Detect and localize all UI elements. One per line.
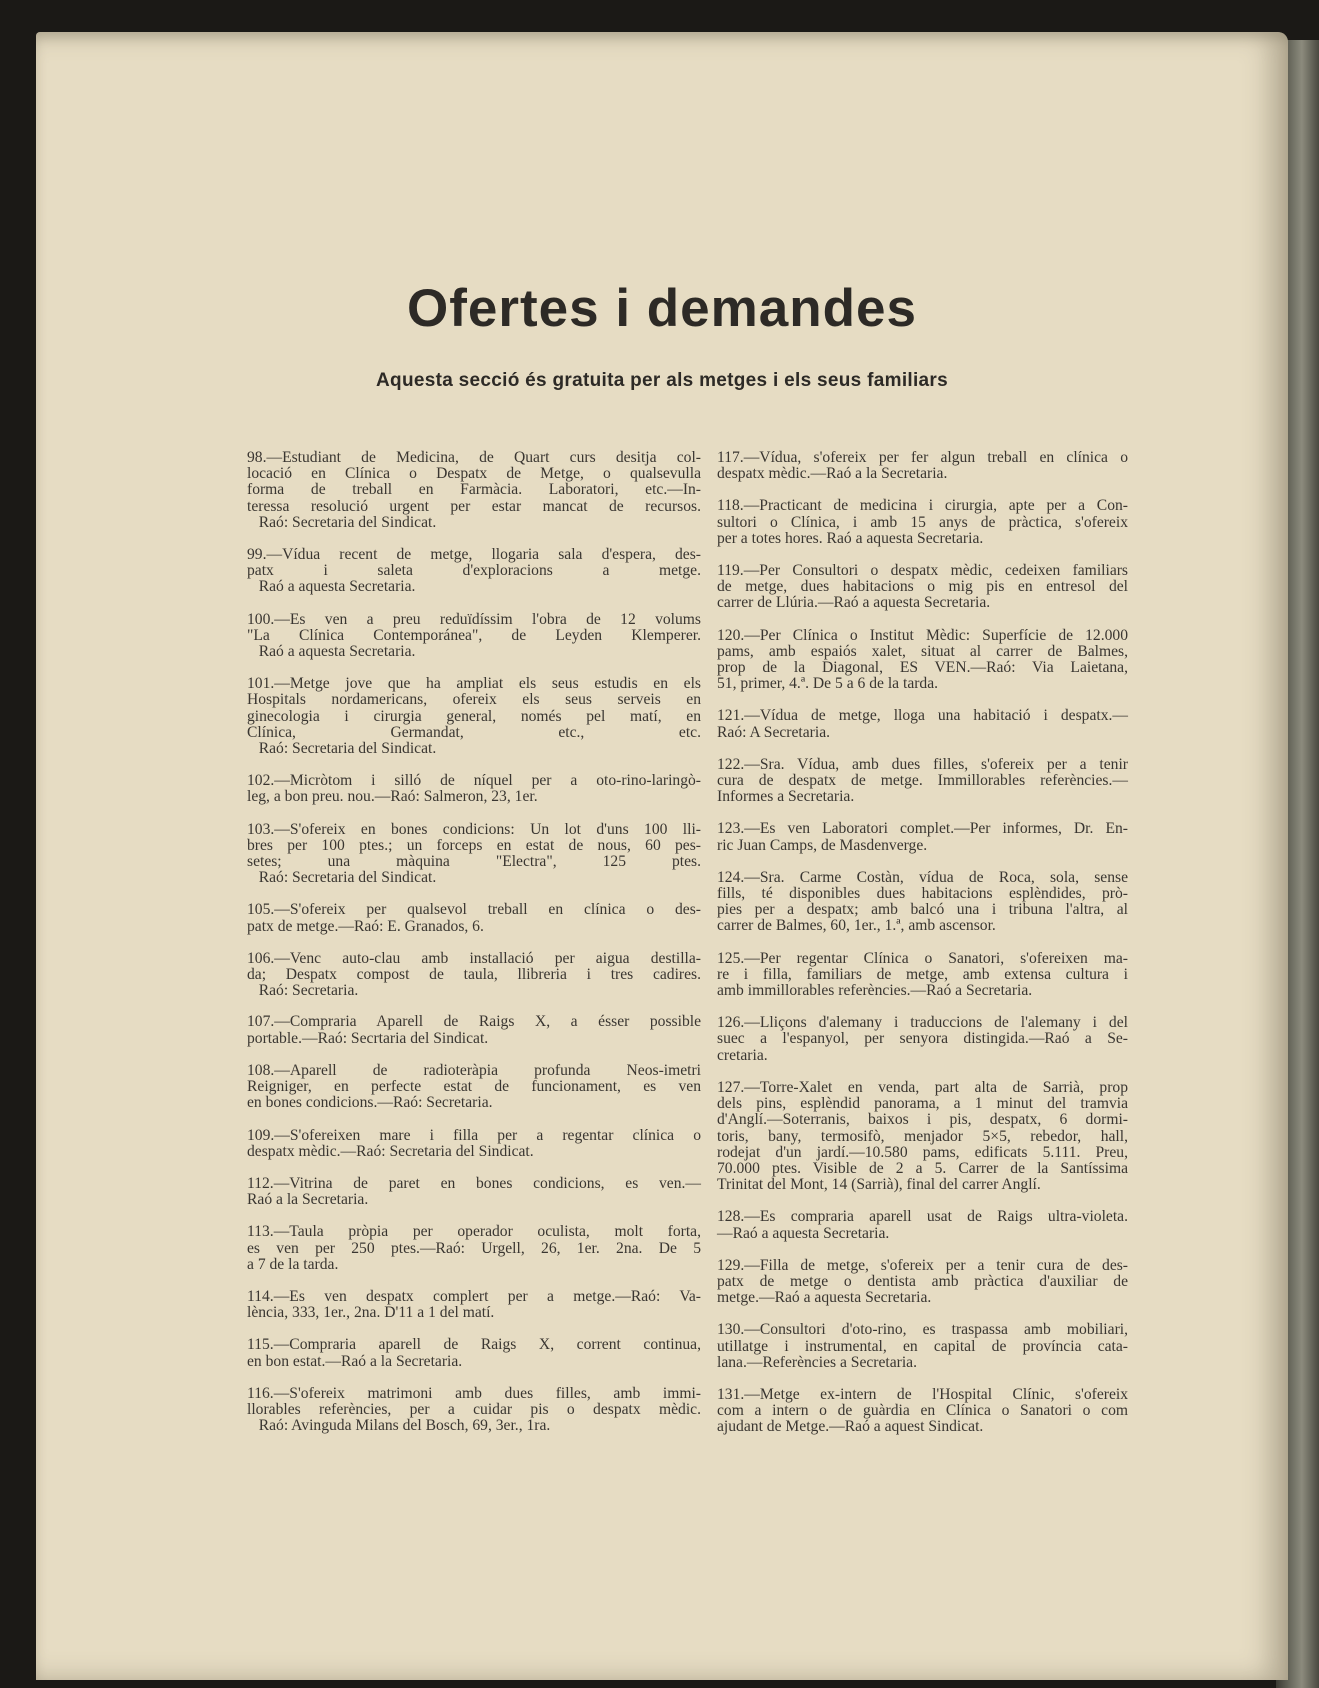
magazine-page bbox=[36, 32, 1288, 1680]
classified-entry: 127.—Torre-Xalet en venda, part alta de Sarrià, prop dels pins, esplèndid panorama, a 1 minut del tramvia d'Anglí.—Soterranis, baixos i pis, despatx, 6 dormi- toris, bany, termosifò, menjador 5×5, rebedor, hall, rodejat d'un jardí.—10.580 pams, edificats 5.111. Preu, 70.000 ptes. Visible de 2 a 5. Carrer de la Santíssima Trinitat del Mont, 14 (Sarrià), final del carrer Anglí. bbox=[717, 1078, 1128, 1194]
classified-entry: 113.—Taula pròpia per operador oculista, molt forta, es ven per 250 ptes.—Raó: Urgell, 26, 1er. 2na. De 5 a 7 de la tarda. bbox=[247, 1223, 701, 1273]
classified-entry: 98.—Estudiant de Medicina, de Quart curs desitja col- locació en Clínica o Despatx de Metge, o qualsevulla forma de treball en Farmàcia. Laboratori, etc.—In- teressa resolució urgent per estar mancat de recursos. Raó: Secretaria del Sindicat. bbox=[247, 449, 701, 531]
classified-entry: 112.—Vitrina de paret en bones condicions, es ven.— Raó a la Secretaria. bbox=[247, 1174, 701, 1209]
left-column bbox=[247, 450, 701, 1434]
classified-entry: 116.—S'ofereix matrimoni amb dues filles, amb immi- llorables referències, per a cuidar pis o despatx mèdic. Raó: Avinguda Milans del Bosch, 69, 3er., 1ra. bbox=[247, 1384, 701, 1435]
classified-entry: 99.—Vídua recent de metge, llogaria sala d'espera, des- patx i saleta d'exploracions a metge. Raó a aquesta Secretaria. bbox=[247, 546, 701, 596]
page-title: Ofertes i demandes bbox=[407, 279, 917, 338]
classified-entry: 119.—Per Consultori o despatx mèdic, cedeixen familiars de metge, dues habitacions o mig pis en entresol del carrer de Llúria.—Raó a aquesta Secretaria. bbox=[717, 562, 1128, 612]
classified-entry: 125.—Per regentar Clínica o Sanatori, s'ofereixen ma- re i filla, familiars de metge, amb extensa cultura i amb immillorables referències.—Raó a Secretaria. bbox=[717, 949, 1128, 1000]
classified-entry: 122.—Sra. Vídua, amb dues filles, s'ofereix per a tenir cura de despatx de metge. Immillorables referències.— Informes a Secretaria. bbox=[717, 755, 1128, 806]
classified-entry: 106.—Venc auto-clau amb installació per aigua destilla- da; Despatx compost de taula, llibreria i tres cadires. Raó: Secretaria. bbox=[247, 949, 701, 1000]
classified-entry: 101.—Metge jove que ha ampliat els seus estudis en els Hospitals nordamericans, ofereix els seus serveis en ginecologia i cirurgia general, només pel matí, en Clínica, Germandat, etc., etc. Raó: Secretaria del Sindicat. bbox=[247, 675, 701, 758]
classified-entry: 115.—Compraria aparell de Raigs X, corrent continua, en bon estat.—Raó a la Secretaria. bbox=[247, 1336, 701, 1370]
classified-entry: 131.—Metge ex-intern de l'Hospital Clínic, s'ofereix com a intern o de guàrdia en Clínica o Sanatori o com ajudant de Metge.—Raó a aquest Sindicat. bbox=[717, 1385, 1128, 1436]
classified-entry: 126.—Lliçons d'alemany i traduccions de l'alemany i del suec a l'espanyol, per senyora distingida.—Raó a Se- cretaria. bbox=[717, 1014, 1128, 1064]
classified-entry: 107.—Compraria Aparell de Raigs X, a ésser possible portable.—Raó: Secrtaria del Sindicat. bbox=[247, 1013, 701, 1047]
classified-entry: 129.—Filla de metge, s'ofereix per a tenir cura de des- patx de metge o dentista amb pràctica d'auxiliar de metge.—Raó a aquesta Secretaria. bbox=[717, 1256, 1128, 1307]
classified-entry: 114.—Es ven despatx complert per a metge.—Raó: Va- lència, 333, 1er., 2na. D'11 a 1 del matí. bbox=[247, 1287, 701, 1322]
classified-entry: 105.—S'ofereix per qualsevol treball en clínica o des- patx de metge.—Raó: E. Granados, 6. bbox=[247, 901, 701, 935]
section-subtitle: Aquesta secció és gratuita per als metges i els seus familiars bbox=[376, 370, 948, 391]
classified-entry: 117.—Vídua, s'ofereix per fer algun treball en clínica o despatx mèdic.—Raó a la Secretaria. bbox=[717, 449, 1128, 483]
classified-entry: 109.—S'ofereixen mare i filla per a regentar clínica o despatx mèdic.—Raó: Secretaria del Sindicat. bbox=[247, 1126, 701, 1160]
classified-entry: 103.—S'ofereix en bones condicions: Un lot d'uns 100 lli- bres per 100 ptes.; un forceps en estat de nous, 60 pes- setes; una màquina "Electra", 125 ptes. Raó: Secretaria del Sindicat. bbox=[247, 820, 701, 887]
classified-entry: 124.—Sra. Carme Costàn, vídua de Roca, sola, sense fills, té disponibles dues habitacions esplèndides, prò- pies per a despatx; amb balcó una i tribuna l'altra, al carrer de Balmes, 60, 1er., 1.ª, amb ascensor. bbox=[717, 868, 1128, 935]
classified-entry: 108.—Aparell de radioteràpia profunda Neos-imetri Reigniger, en perfecte estat de funcionament, es ven en bones condicions.—Raó: Secretaria. bbox=[247, 1061, 701, 1112]
classified-entry: 118.—Practicant de medicina i cirurgia, apte per a Con- sultori o Clínica, i amb 15 anys de pràctica, s'ofereix per a totes hores. Raó a aquesta Secretaria. bbox=[717, 497, 1128, 547]
classified-entry: 128.—Es compraria aparell usat de Raigs ultra-violeta. —Raó a aquesta Secretaria. bbox=[717, 1208, 1128, 1242]
right-column bbox=[717, 450, 1128, 1436]
classified-entry: 123.—Es ven Laboratori complet.—Per informes, Dr. En- ric Juan Camps, de Masdenverge. bbox=[717, 820, 1128, 854]
classified-entry: 102.—Micròtom i silló de níquel per a oto-rino-laringò- leg, a bon preu. nou.—Raó: Salmeron, 23, 1er. bbox=[247, 772, 701, 806]
classified-entry: 120.—Per Clínica o Institut Mèdic: Superfície de 12.000 pams, amb espaiós xalet, situat al carrer de Balmes, prop de la Diagonal, ES VEN.—Raó: Via Laietana, 51, primer, 4.ª. De 5 a 6 de la tarda. bbox=[717, 626, 1128, 693]
classified-entry: 121.—Vídua de metge, lloga una habitació i despatx.— Raó: A Secretaria. bbox=[717, 707, 1128, 741]
classified-entry: 100.—Es ven a preu reduïdíssim l'obra de 12 volums "La Clínica Contemporánea", de Leyden Klemperer. Raó a aquesta Secretaria. bbox=[247, 610, 701, 661]
classified-entry: 130.—Consultori d'oto-rino, es traspassa amb mobiliari, utillatge i instrumental, en capital de província cata- lana.—Referències a Secretaria. bbox=[717, 1321, 1128, 1371]
